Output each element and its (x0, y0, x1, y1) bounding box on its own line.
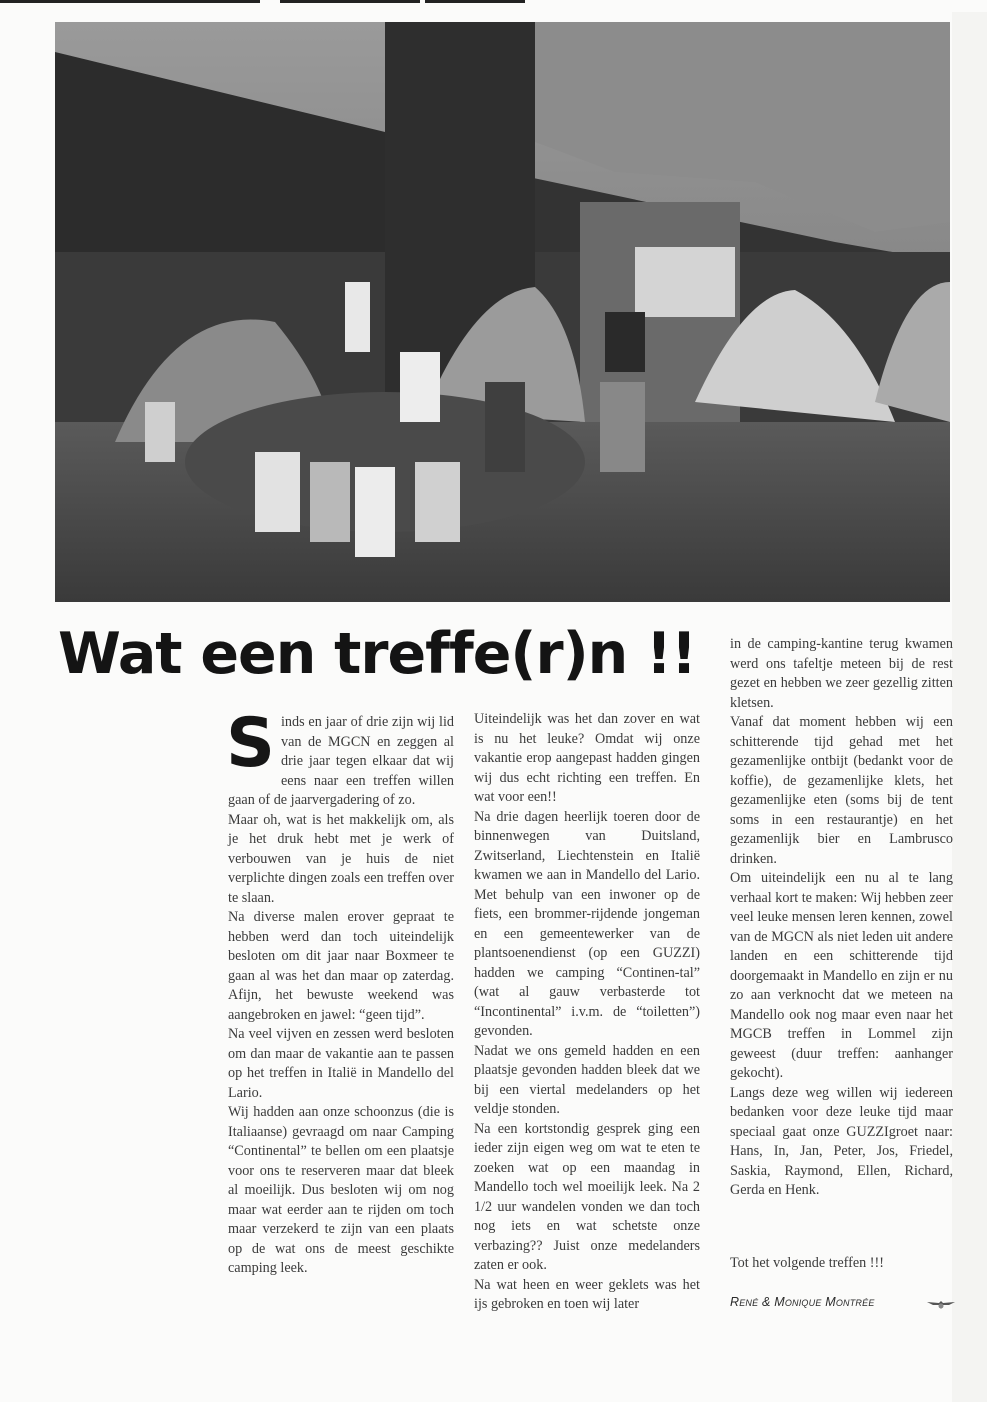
paragraph: Wij hadden aan onze schoonzus (die is Italiaanse) gevraagd om naar Camping “Continental” te bellen om een plaatsje voor ons te reserveren maar dat bleek al moeilijk. Dus besloten wij om nog maar wat eerder aan te rijden om toch maar verzekerd te zijn van een plaats op de wat ons de meest geschikte camping leek. (228, 1104, 454, 1276)
paragraph: in de camping-kantine terug kwamen werd ons tafeltje meteen bij de rest gezet en hebben we zeer gezellig zitten kletsen. (730, 636, 953, 711)
paragraph (226, 704, 454, 811)
paragraph: Na diverse malen erover gepraat te hebben werd dan toch uiteindelijk besloten om dit jaar naar Boxmeer te gaan al was het dan maar op zaterdag. Afijn, het bewuste weekend was aangebroken en jawel: “geen tijd”. (228, 909, 454, 1023)
article-column-2 (474, 710, 700, 1315)
paragraph: Langs deze weg willen wij iedereen bedanken voor deze leuke tijd maar speciaal gaat onze GUZZIgroet naar: Hans, In, Jan, Peter, Jos, Friedel, Saskia, Raymond, Ellen, Richard, Gerda en Henk. (730, 1084, 953, 1198)
top-rule (425, 0, 525, 3)
author-byline: René & Monique Montrée (730, 1295, 875, 1309)
paragraph-text: inds en jaar of drie zijn wij lid van de MGCN en zeggen al drie jaar tegen elkaar dat wij eens naar een treffen willen gaan of de jaarvergadering of zo. (228, 714, 454, 808)
paragraph: Na drie dagen heerlijk toeren door de binnenwegen van Duitsland, Zwitserland, Liechtenstein en Italië kwamen we aan in Mandello del Lario. Met behulp van een inwoner op de fiets, een brommer-rijdende jongeman en een gemeentewerker van de plantsoenendienst (op een GUZZI) hadden we camping “Continen-tal” (wat al gauw verbasterde tot “Incontinental” i.v.m. de “toiletten”) gevonden. (474, 808, 700, 1039)
paragraph: Na veel vijven en zessen werd besloten om dan maar de vakantie aan te passen op het treffen in Italië in Mandello del Lario. (228, 1026, 454, 1101)
paragraph: Uiteindelijk was het dan zover en wat is nu het leuke? Omdat wij onze vakantie erop aangepast hadden gingen wij dus echt richting een treffen. En wat voor een!! (474, 711, 700, 805)
top-rule (280, 0, 420, 3)
paragraph: Nadat we ons gemeld hadden en een plaatsje gevonden hadden bleek dat we bij een viertal medelanders op het veldje stonden. (474, 1042, 700, 1117)
article-column-1 (226, 704, 454, 1279)
paragraph: Maar oh, wat is het makkelijk om, als je het druk hebt met je werk of verbouwen van je huis de niet verplichte dingen zoals een treffen over te slaan. (228, 811, 454, 906)
article-title: Wat een treffe(r)n !! (58, 621, 697, 687)
page-edge (952, 12, 987, 1402)
paragraph: Na een kortstondig gesprek ging een ieder zijn eigen weg om wat te eten te zoeken wat op een maandag in Mandello toch wel moeilijk leek. Na 2 1/2 uur wandelen vonden we dan toch nog iets en wat schetste onze verbazing?? Juist onze medelanders zaten er ook. (474, 1120, 700, 1273)
article-column-3 (730, 635, 953, 1201)
paragraph: Na wat heen en weer geklets was het ijs gebroken en toen wij later (474, 1276, 700, 1312)
paragraph: Om uiteindelijk een nu al te lang verhaal kort te maken: Wij hebben zeer veel leuke mensen leren kennen, zowel van de MGCN als niet leden uit andere landen en een schitterende tijd doorgemaakt in Mandello en zijn er nu zo aan verknocht dat we meteen na Mandello ook nog maar even naar het MGCB treffen in Lommel zijn geweest (duur treffen: aanhanger gekocht). (730, 870, 953, 1081)
winged-eagle-logo-icon (927, 1297, 955, 1313)
drop-cap: S (226, 704, 275, 783)
paragraph: Vanaf dat moment hebben wij een schitterende tijd gehad met het gezamenlijke ontbijt (bedankt voor de koffie), de gezamenlijke klets, het gezamenlijke eten (soms bij de tent soms in een restaurantje) en het gezamenlijk bier en Lambrusco drinken. (730, 714, 953, 867)
camping-group-photo (55, 22, 950, 602)
top-rule (0, 0, 260, 3)
closing-line: Tot het volgende treffen !!! (730, 1255, 884, 1271)
